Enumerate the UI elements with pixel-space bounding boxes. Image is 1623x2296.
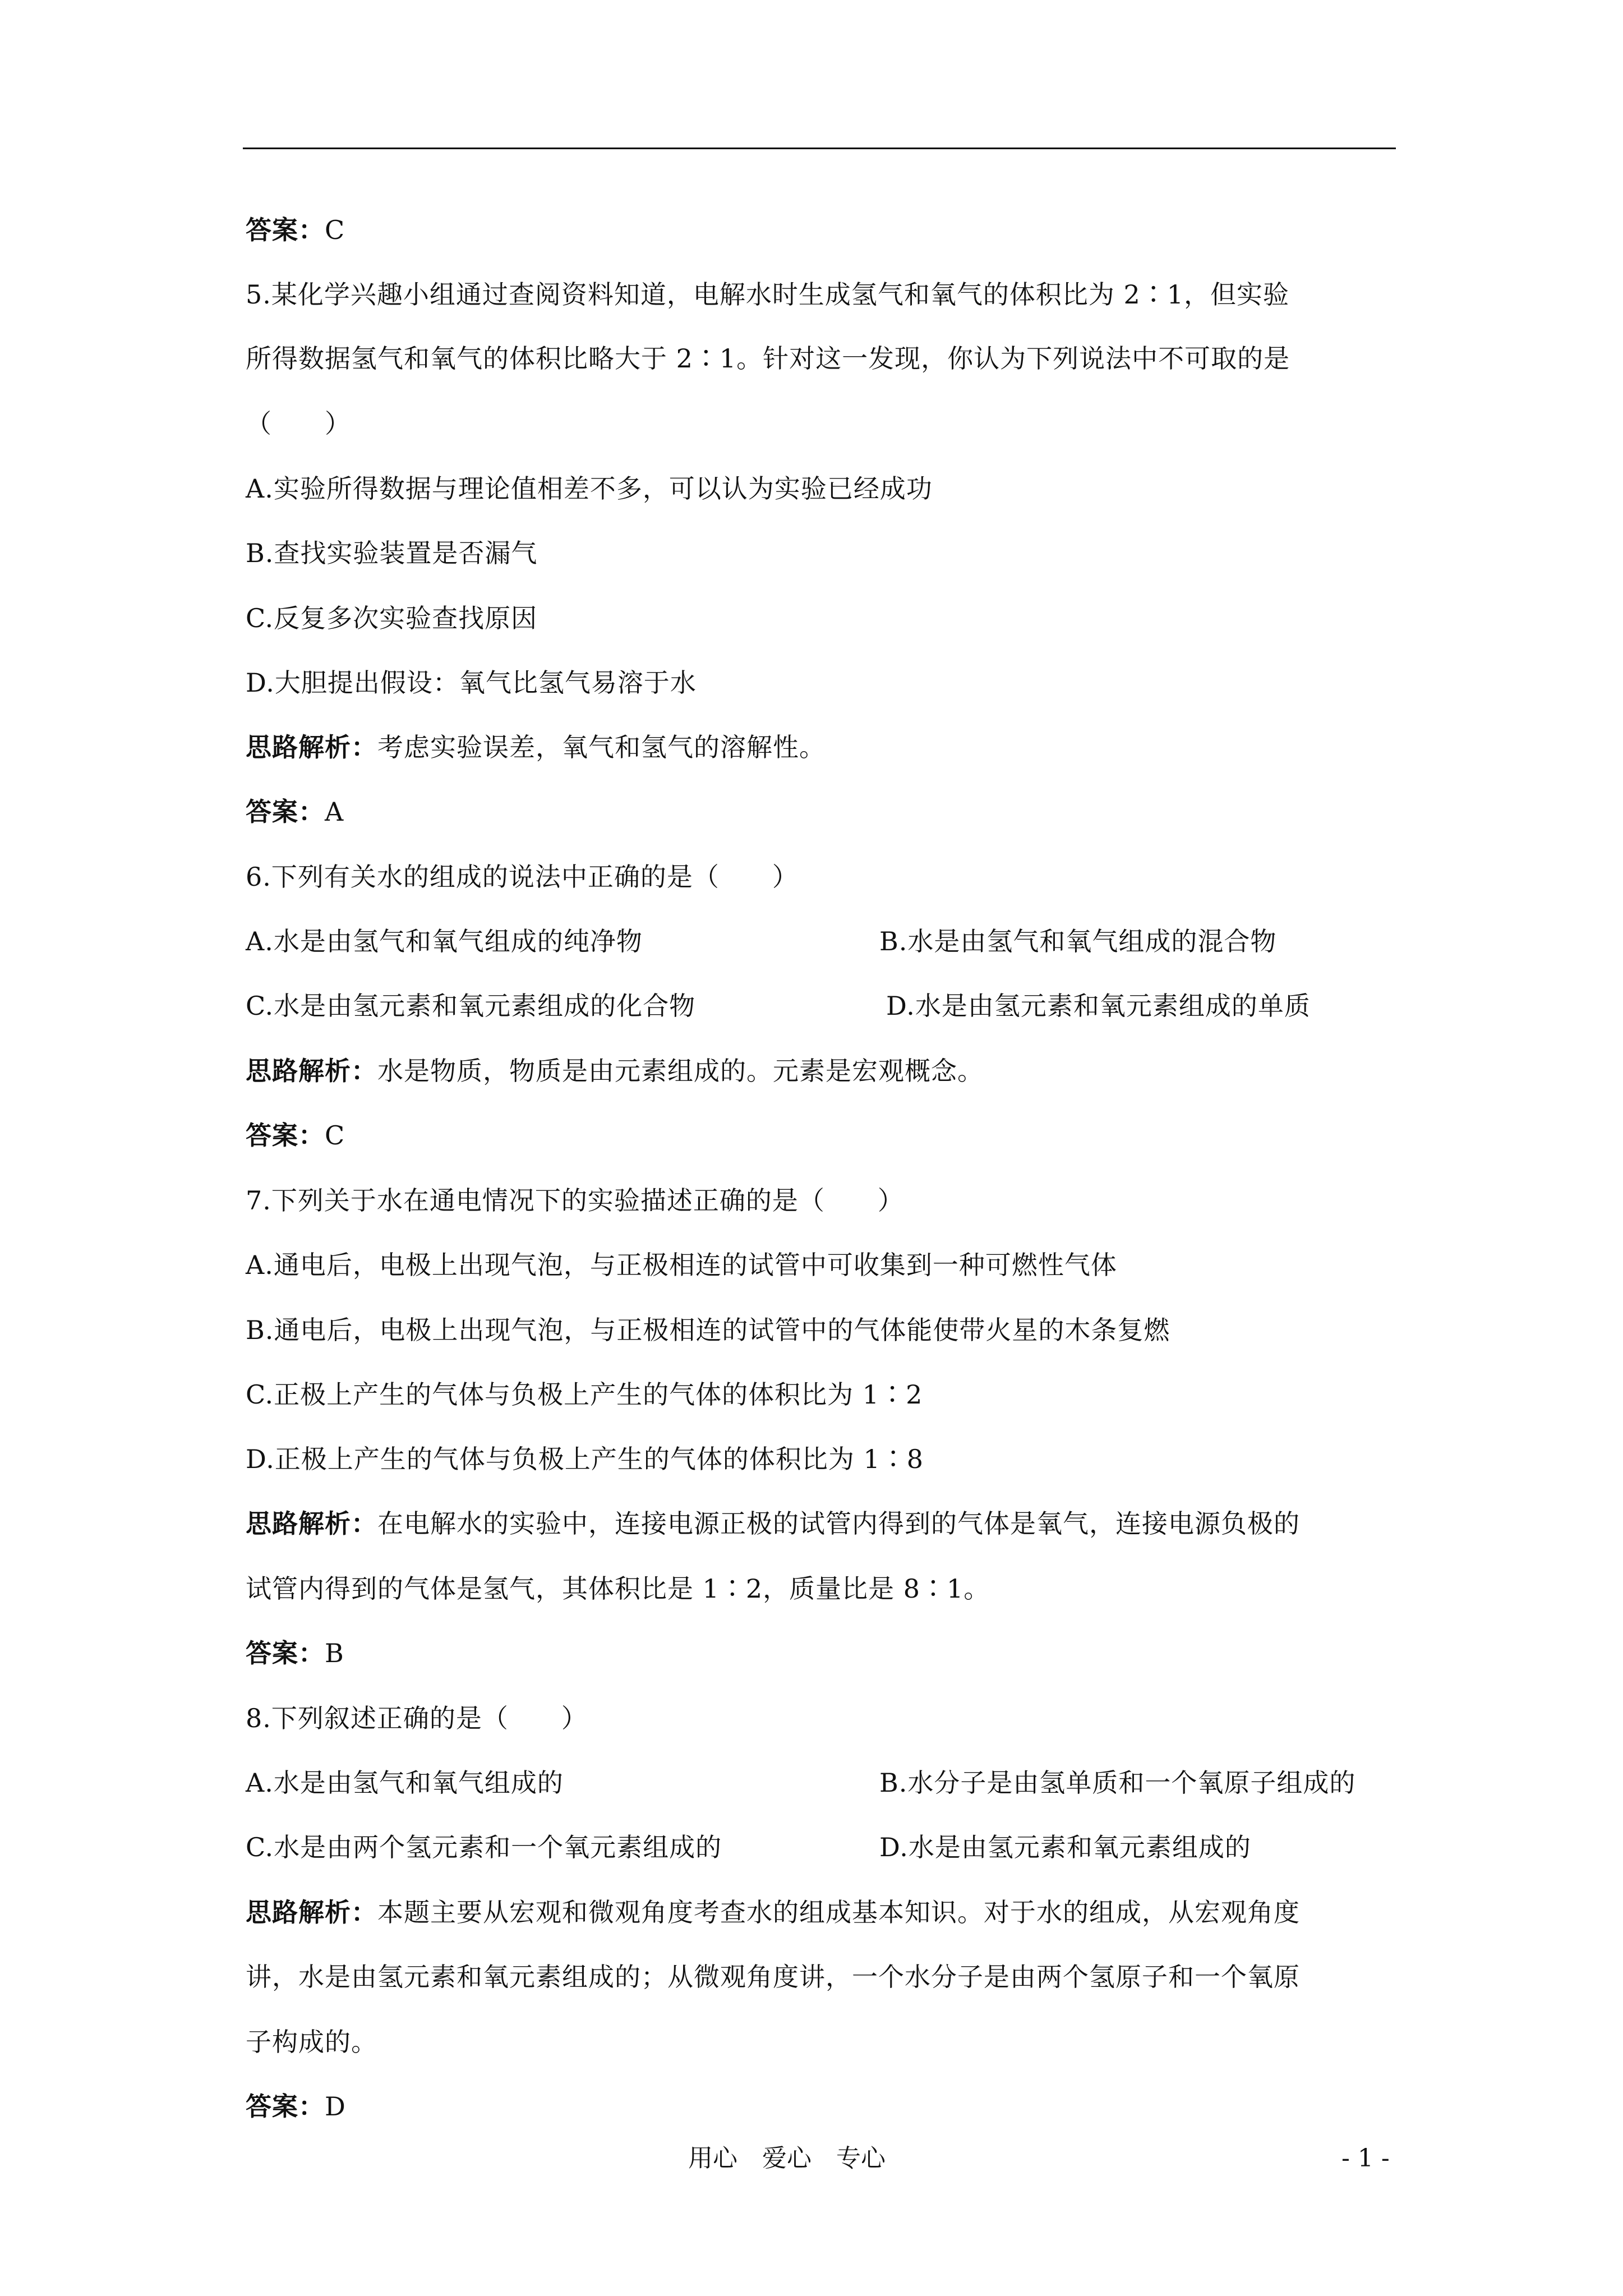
footer-motto: 用心 爱心 专心 bbox=[688, 2144, 886, 2173]
option-d: D.正极上产生的气体与负极上产生的气体的体积比为 1∶8 bbox=[246, 1444, 924, 1474]
options-row: C.水是由氢元素和氧元素组成的化合物 D.水是由氢元素和氧元素组成的单质 bbox=[246, 991, 1311, 1021]
analysis-line: 思路解析：在电解水的实验中，连接电源正极的试管内得到的气体是氧气，连接电源负极的 bbox=[246, 1508, 1300, 1539]
option-c: C.正极上产生的气体与负极上产生的气体的体积比为 1∶2 bbox=[246, 1379, 923, 1410]
answer-line: 答案：C bbox=[246, 1120, 345, 1151]
option-b: B.通电后，电极上出现气泡，与正极相连的试管中的气体能使带火星的木条复燃 bbox=[246, 1315, 1170, 1345]
answer-line: 答案：B bbox=[246, 1638, 344, 1668]
analysis-line: 思路解析：考虑实验误差，氧气和氢气的溶解性。 bbox=[246, 732, 826, 762]
answer-line: 答案：A bbox=[246, 797, 344, 827]
option-right: D.水是由氢元素和氧元素组成的 bbox=[879, 1832, 1251, 1862]
analysis-line: 思路解析：水是物质，物质是由元素组成的。元素是宏观概念。 bbox=[246, 1056, 984, 1086]
analysis-line: 思路解析：本题主要从宏观和微观角度考查水的组成基本知识。对于水的组成，从宏观角度 bbox=[246, 1897, 1300, 1927]
option-right: B.水是由氢气和氧气组成的混合物 bbox=[879, 926, 1277, 956]
options-row: A.水是由氢气和氧气组成的纯净物 B.水是由氢气和氧气组成的混合物 bbox=[246, 926, 1277, 956]
analysis-line-2: 试管内得到的气体是氢气，其体积比是 1∶2，质量比是 8∶1。 bbox=[246, 1573, 990, 1604]
option-a: A.实验所得数据与理论值相差不多，可以认为实验已经成功 bbox=[246, 473, 933, 504]
option-b: B.查找实验装置是否漏气 bbox=[246, 538, 538, 568]
page-number: - 1 - bbox=[1341, 2144, 1390, 2173]
question-7: 7.下列关于水在通电情况下的实验描述正确的是（ ） bbox=[246, 1185, 904, 1216]
answer-line: 答案：D bbox=[246, 2091, 346, 2122]
options-row: C.水是由两个氢元素和一个氧元素组成的 D.水是由氢元素和氧元素组成的 bbox=[246, 1832, 1251, 1862]
analysis-line-2: 讲，水是由氢元素和氧元素组成的；从微观角度讲，一个水分子是由两个氢原子和一个氧原 bbox=[246, 1962, 1300, 1992]
question-8: 8.下列叙述正确的是（ ） bbox=[246, 1703, 588, 1733]
answer-line: 答案：C bbox=[246, 215, 345, 245]
question-6: 6.下列有关水的组成的说法中正确的是（ ） bbox=[246, 862, 799, 892]
option-a: A.通电后，电极上出现气泡，与正极相连的试管中可收集到一种可燃性气体 bbox=[246, 1250, 1117, 1280]
option-right: B.水分子是由氢单质和一个氧原子组成的 bbox=[879, 1768, 1356, 1798]
question-5-line-1: 5.某化学兴趣小组通过查阅资料知道，电解水时生成氢气和氧气的体积比为 2∶1，但实验 bbox=[246, 279, 1290, 310]
question-5-line-2: 所得数据氢气和氧气的体积比略大于 2∶1。针对这一发现，你认为下列说法中不可取的是 bbox=[246, 343, 1290, 374]
analysis-line-3: 子构成的。 bbox=[246, 2027, 377, 2057]
options-row: A.水是由氢气和氧气组成的 B.水分子是由氢单质和一个氧原子组成的 bbox=[246, 1768, 1356, 1798]
option-right: D.水是由氢元素和氧元素组成的单质 bbox=[886, 991, 1311, 1021]
option-c: C.反复多次实验查找原因 bbox=[246, 603, 538, 633]
question-5-line-3: （ ） bbox=[246, 408, 351, 439]
header-rule bbox=[243, 148, 1396, 149]
option-d: D.大胆提出假设：氧气比氢气易溶于水 bbox=[246, 668, 697, 698]
